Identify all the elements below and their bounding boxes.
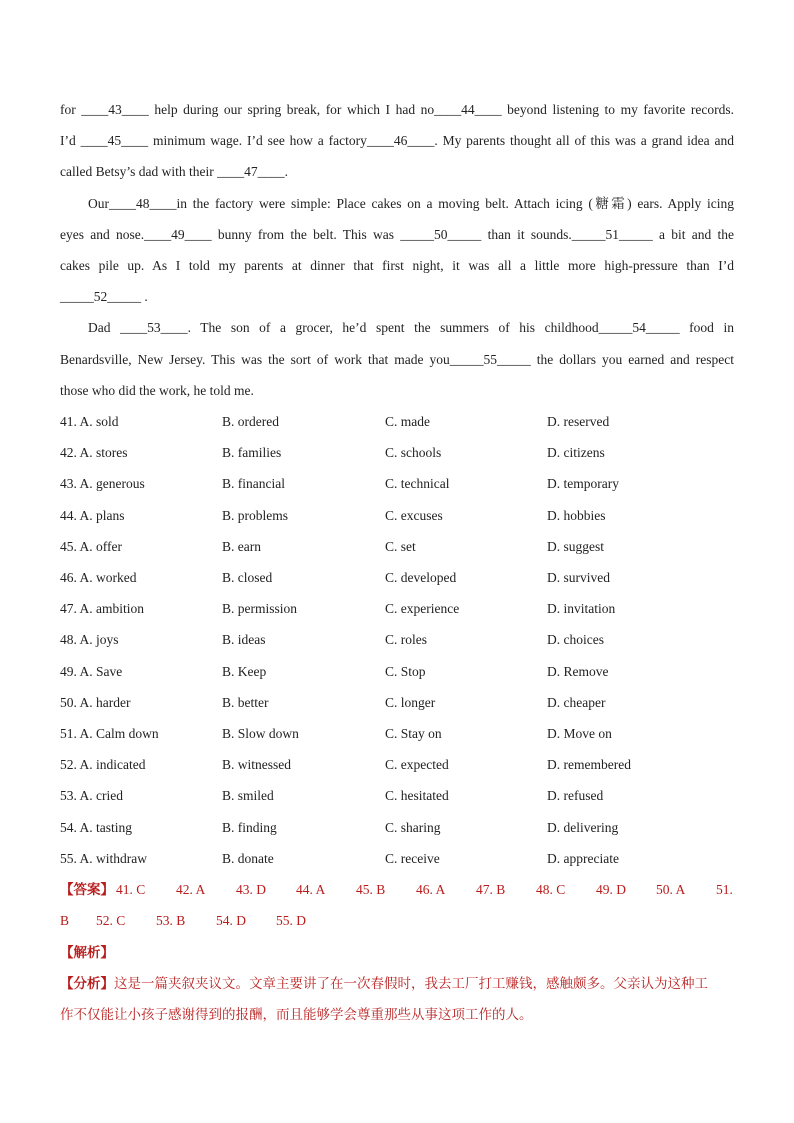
answer-item: 55. D [276,913,306,928]
analysis-label: 【分析】 [60,976,114,992]
option-c: C. schools [385,445,442,460]
option-a: 52. A. indicated [60,757,146,772]
answer-item: 52. C [96,913,126,928]
passage-line: called Betsy’s dad with their ____47____. [60,164,288,179]
question-row [60,755,734,775]
answer-item: 50. A [656,882,686,897]
option-c: C. expected [385,757,449,772]
answer-item: 53. B [156,913,186,928]
option-c: C. sharing [385,820,441,835]
option-b: B. smiled [222,788,274,803]
answer-item: B [60,913,70,928]
option-d: D. survived [547,570,610,585]
question-row [60,849,734,869]
option-c: C. made [385,414,430,429]
option-b: B. earn [222,539,261,554]
answer-item: 43. D [236,882,266,897]
option-d: D. hobbies [547,508,606,523]
passage-line: for ____43____ help during our spring break, for which I had no____44____ beyond listening to my favorite records. [60,102,734,117]
option-c: C. longer [385,695,436,710]
question-row [60,724,734,744]
option-a: 51. A. Calm down [60,726,159,741]
option-b: B. ordered [222,414,279,429]
question-row [60,412,734,432]
question-row [60,786,734,806]
option-c: C. roles [385,632,427,647]
option-d: D. reserved [547,414,610,429]
passage-line: _____52_____ . [60,289,148,304]
option-d: D. refused [547,788,604,803]
option-d: D. delivering [547,820,619,835]
option-b: B. closed [222,570,273,585]
option-a: 45. A. offer [60,539,122,554]
option-a: 47. A. ambition [60,601,144,616]
answer-item: 41. C [116,882,146,897]
option-d: D. appreciate [547,851,619,866]
question-row [60,818,734,838]
passage-line: I’d ____45____ minimum wage. I’d see how a factory____46____. My parents thought all of this was a grand idea and [60,133,734,148]
option-b: B. Keep [222,664,267,679]
question-row [60,537,734,557]
answer-row [60,911,734,931]
answer-row [60,880,734,900]
option-b: B. financial [222,476,285,491]
question-row [60,662,734,682]
option-b: B. better [222,695,269,710]
option-b: B. families [222,445,282,460]
option-b: B. witnessed [222,757,291,772]
option-d: D. Remove [547,664,609,679]
passage-line: cakes pile up. As I told my parents at dinner that first night, it was all a little more high-pressure than I’d [60,258,734,273]
option-a: 44. A. plans [60,508,125,523]
option-c: C. technical [385,476,450,491]
answer-item: 49. D [596,882,626,897]
option-c: C. experience [385,601,460,616]
option-b: B. Slow down [222,726,299,741]
option-d: D. invitation [547,601,616,616]
analysis-text: 这是一篇夹叙夹议文。文章主要讲了在一次春假时，我去工厂打工赚钱，感触颇多。父亲认为这种工 [114,976,708,992]
answer-item: 54. D [216,913,246,928]
passage-line: Dad ____53____. The son of a grocer, he’d spent the summers of his childhood_____54_____ food in [88,320,734,335]
answer-item: 48. C [536,882,566,897]
option-b: B. problems [222,508,288,523]
analysis-line [60,974,734,994]
option-d: D. temporary [547,476,619,491]
passage-line: Benardsville, New Jersey. This was the sort of work that made you_____55_____ the dollars you earned and respect [60,352,734,367]
option-c: C. hesitated [385,788,449,803]
option-d: D. remembered [547,757,631,772]
answer-item: 42. A [176,882,206,897]
question-row [60,474,734,494]
option-c: C. excuses [385,508,443,523]
answer-item: 46. A [416,882,446,897]
option-a: 48. A. joys [60,632,119,647]
passage-line: those who did the work, he told me. [60,383,254,398]
passage-line: eyes and nose.____49____ bunny from the belt. This was _____50_____ than it sounds._____51_____ a bit and the [60,227,734,242]
question-row [60,568,734,588]
question-row [60,599,734,619]
option-a: 49. A. Save [60,664,123,679]
answer-item: 47. B [476,882,506,897]
option-a: 53. A. cried [60,788,123,803]
option-b: B. ideas [222,632,266,647]
option-d: D. choices [547,632,604,647]
question-row [60,506,734,526]
answer-item: 45. B [356,882,386,897]
passage-line: Our____48____in the factory were simple: Place cakes on a moving belt. Attach icing (糖霜) ears. Apply icing [88,196,734,211]
option-c: C. set [385,539,416,554]
option-b: B. donate [222,851,274,866]
option-a: 41. A. sold [60,414,119,429]
option-c: C. Stay on [385,726,442,741]
answer-label: 【答案】 [60,882,114,898]
option-d: D. suggest [547,539,604,554]
option-b: B. permission [222,601,298,616]
question-row [60,630,734,650]
option-c: C. receive [385,851,440,866]
option-d: D. cheaper [547,695,606,710]
analysis-line: 作不仅能让小孩子感谢得到的报酬，而且能够学会尊重那些从事这项工作的人。 [60,1007,533,1023]
option-c: C. developed [385,570,457,585]
option-a: 42. A. stores [60,445,128,460]
analysis-heading: 【解析】 [60,945,114,961]
option-a: 46. A. worked [60,570,137,585]
question-row [60,693,734,713]
option-a: 55. A. withdraw [60,851,147,866]
answer-item: 44. A [296,882,326,897]
option-a: 43. A. generous [60,476,145,491]
option-b: B. finding [222,820,277,835]
option-a: 54. A. tasting [60,820,133,835]
answer-item: 51. [716,882,733,897]
option-a: 50. A. harder [60,695,131,710]
option-d: D. citizens [547,445,605,460]
question-row [60,443,734,463]
option-c: C. Stop [385,664,426,679]
option-d: D. Move on [547,726,612,741]
